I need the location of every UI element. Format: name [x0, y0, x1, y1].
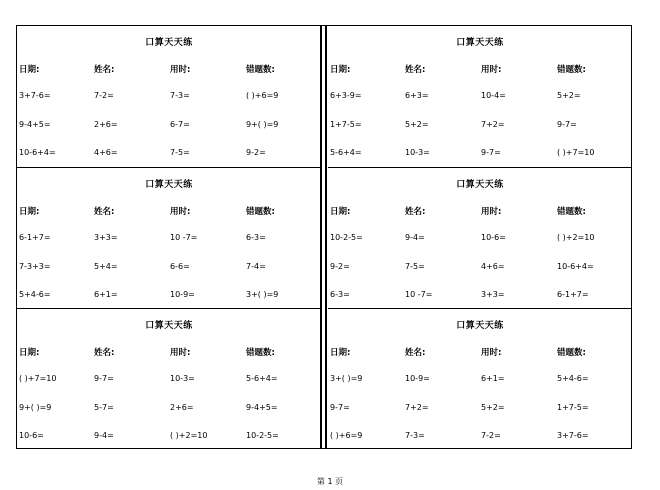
problem: 5-6+4=: [330, 148, 362, 157]
header-time-label: 用时:: [170, 65, 191, 75]
problem: 9-4+5=: [246, 403, 278, 412]
header-errors-label: 错题数:: [246, 65, 275, 75]
worksheet-block: [328, 308, 632, 449]
block-title: 口算天天练: [456, 321, 504, 331]
problem: 6+3-9=: [330, 91, 362, 100]
problem: 5+4-6=: [557, 374, 589, 383]
problem: 7-2=: [94, 91, 114, 100]
problem: 10-9=: [405, 374, 430, 383]
column-divider: [320, 26, 327, 448]
problem: 2+6=: [170, 403, 194, 412]
worksheet-block: [328, 167, 632, 308]
header-time-label: 用时:: [170, 348, 191, 358]
problem: 6-6=: [170, 262, 190, 271]
problem: 10-4=: [481, 91, 506, 100]
problem: 6-3=: [330, 290, 350, 299]
problem: 6+1=: [94, 290, 118, 299]
problem: 6+3=: [405, 91, 429, 100]
problem: 5+4=: [94, 262, 118, 271]
problem: 7-4=: [246, 262, 266, 271]
header-date-label: 日期:: [19, 65, 40, 75]
header-time-label: 用时:: [481, 207, 502, 217]
problem: 9-2=: [246, 148, 266, 157]
block-title: 口算天天练: [456, 180, 504, 190]
problem: 7-3+3=: [19, 262, 51, 271]
header-errors-label: 错题数:: [557, 65, 586, 75]
problem: 2+6=: [94, 120, 118, 129]
header-date-label: 日期:: [330, 207, 351, 217]
problem: 5+4-6=: [19, 290, 51, 299]
problem: 3+3=: [481, 290, 505, 299]
problem: 10-6+4=: [19, 148, 56, 157]
problem: 6-3=: [246, 233, 266, 242]
problem: ( )+2=10: [557, 233, 595, 242]
problem: 10 -7=: [170, 233, 198, 242]
header-date-label: 日期:: [19, 348, 40, 358]
header-name-label: 姓名:: [405, 207, 426, 217]
worksheet-block: [328, 26, 632, 167]
problem: 9-4=: [405, 233, 425, 242]
problem: 9+( )=9: [19, 403, 52, 412]
problem: 7-3=: [170, 91, 190, 100]
problem: 10-3=: [170, 374, 195, 383]
page-number-footer: 第 1 页: [316, 477, 344, 486]
problem: 9-7=: [94, 374, 114, 383]
problem: 10-6=: [19, 431, 44, 440]
problem: 10-6+4=: [557, 262, 594, 271]
problem: 1+7-5=: [330, 120, 362, 129]
problem: 3+( )=9: [246, 290, 279, 299]
problem: 7-5=: [170, 148, 190, 157]
worksheet-block: [17, 26, 321, 167]
problem: ( )+6=9: [330, 431, 363, 440]
problem: 6-7=: [170, 120, 190, 129]
problem: 10-6=: [481, 233, 506, 242]
block-title: 口算天天练: [145, 321, 193, 331]
problem: 9+( )=9: [246, 120, 279, 129]
header-name-label: 姓名:: [405, 348, 426, 358]
header-date-label: 日期:: [330, 65, 351, 75]
problem: 4+6=: [481, 262, 505, 271]
problem: ( )+7=10: [557, 148, 595, 157]
problem: 9-7=: [557, 120, 577, 129]
problem: 10-2-5=: [330, 233, 363, 242]
problem: ( )+7=10: [19, 374, 57, 383]
problem: 9-4+5=: [19, 120, 51, 129]
block-title: 口算天天练: [145, 180, 193, 190]
header-date-label: 日期:: [330, 348, 351, 358]
header-errors-label: 错题数:: [557, 348, 586, 358]
problem: 3+3=: [94, 233, 118, 242]
block-title: 口算天天练: [456, 38, 504, 48]
problem: ( )+6=9: [246, 91, 279, 100]
problem: 4+6=: [94, 148, 118, 157]
worksheet-block: [17, 167, 321, 308]
header-name-label: 姓名:: [405, 65, 426, 75]
right-column: [328, 26, 632, 448]
problem: 1+7-5=: [557, 403, 589, 412]
header-name-label: 姓名:: [94, 207, 115, 217]
header-name-label: 姓名:: [94, 348, 115, 358]
problem: 7-5=: [405, 262, 425, 271]
problem: 9-2=: [330, 262, 350, 271]
problem: 9-7=: [330, 403, 350, 412]
problem: 7+2=: [481, 120, 505, 129]
header-time-label: 用时:: [170, 207, 191, 217]
problem: 3+7-6=: [19, 91, 51, 100]
left-column: [17, 26, 321, 448]
problem: 5+2=: [405, 120, 429, 129]
problem: ( )+2=10: [170, 431, 208, 440]
header-time-label: 用时:: [481, 348, 502, 358]
block-title: 口算天天练: [145, 38, 193, 48]
problem: 5-7=: [94, 403, 114, 412]
worksheet-block: [17, 308, 321, 449]
problem: 7-3=: [405, 431, 425, 440]
problem: 10-9=: [170, 290, 195, 299]
problem: 6-1+7=: [557, 290, 589, 299]
problem: 6+1=: [481, 374, 505, 383]
problem: 9-7=: [481, 148, 501, 157]
problem: 5+2=: [481, 403, 505, 412]
problem: 9-4=: [94, 431, 114, 440]
header-date-label: 日期:: [19, 207, 40, 217]
problem: 5-6+4=: [246, 374, 278, 383]
problem: 3+7-6=: [557, 431, 589, 440]
header-errors-label: 错题数:: [246, 207, 275, 217]
problem: 10-3=: [405, 148, 430, 157]
problem: 7+2=: [405, 403, 429, 412]
problem: 3+( )=9: [330, 374, 363, 383]
problem: 6-1+7=: [19, 233, 51, 242]
problem: 10-2-5=: [246, 431, 279, 440]
problem: 10 -7=: [405, 290, 433, 299]
header-name-label: 姓名:: [94, 65, 115, 75]
problem: 5+2=: [557, 91, 581, 100]
header-errors-label: 错题数:: [557, 207, 586, 217]
worksheet-page: [16, 25, 632, 449]
problem: 7-2=: [481, 431, 501, 440]
header-time-label: 用时:: [481, 65, 502, 75]
header-errors-label: 错题数:: [246, 348, 275, 358]
